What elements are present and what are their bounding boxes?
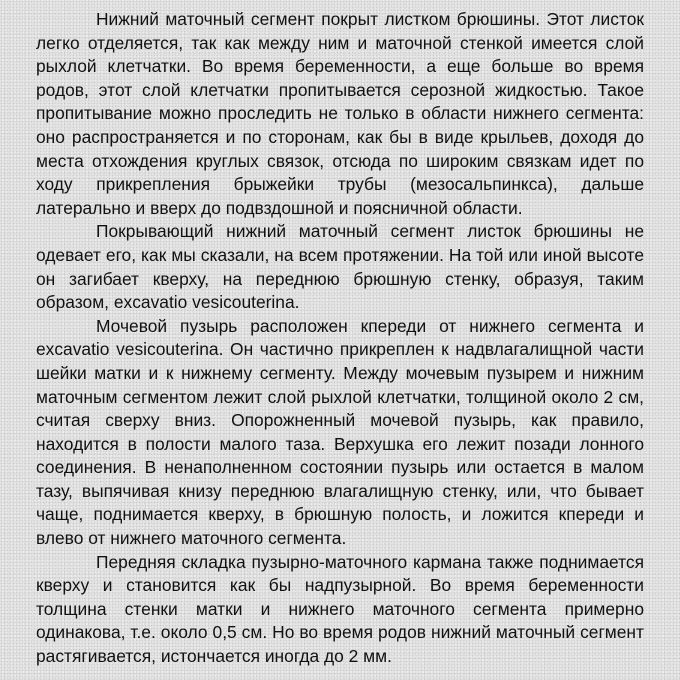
paragraph-bladder: Мочевой пузырь расположен кпереди от нижнего сегмента и excavatio vesicouterina. Он частично прикреплен к надвлагалищной части шейки матки и к нижнему сегменту. Между мочевым пузырем и нижним маточным сегментом лежит слой рыхлой клетчатки, толщиной около 2 см, считая сверху вниз. Опорожненный мочевой пузырь, как правило, находится в полости малого таза. Верхушка его лежит позади лонного соединения. В ненаполненном состоянии пузырь или остается в малом тазу, выпячивая книзу переднюю влагалищную стенку, или, что бывает чаще, поднимается кверху, в брюшную полость, и ложится кпереди и влево от нижнего маточного сегмента. <box>36 315 644 549</box>
paragraph-vesicouterine-fold: Передняя складка пузырно-маточного кармана также поднимается кверху и становится как бы надпузырной. Во время беременности толщина стенки матки и нижнего маточного сегмента примерно одинакова, т.е. около 0,5 см. Но во время родов нижний маточный сегмент растягивается, истончается иногда до 2 мм. <box>36 551 644 667</box>
paragraph-peritoneum-fold: Покрывающий нижний маточный сегмент листок брюшины не одевает его, как мы сказали, на всем протяжении. На той или иной высоте он загибает кверху, на переднюю брюшную стенку, образуя, таким образом, excavatio vesicouterina. <box>36 221 644 313</box>
paragraph-lower-segment-peritoneum: Нижний маточный сегмент покрыт листком брюшины. Этот листок легко отделяется, так как между ним и маточной стенкой имеется слой рыхлой клетчатки. Во время беременности, а еще больше во время родов, этот слой клетчатки пропитывается серозной жидкостью. Такое пропитывание можно проследить не только в области нижнего сегмента: оно распространяется и по сторонам, как бы в виде крыльев, доходя до места отхождения круглых связок, отсюда по широким связкам идет по ходу прикрепления брыжейки трубы (мезосальпинкса), дальше латерально и вверх до подвздошной и поясничной области. <box>36 9 644 218</box>
